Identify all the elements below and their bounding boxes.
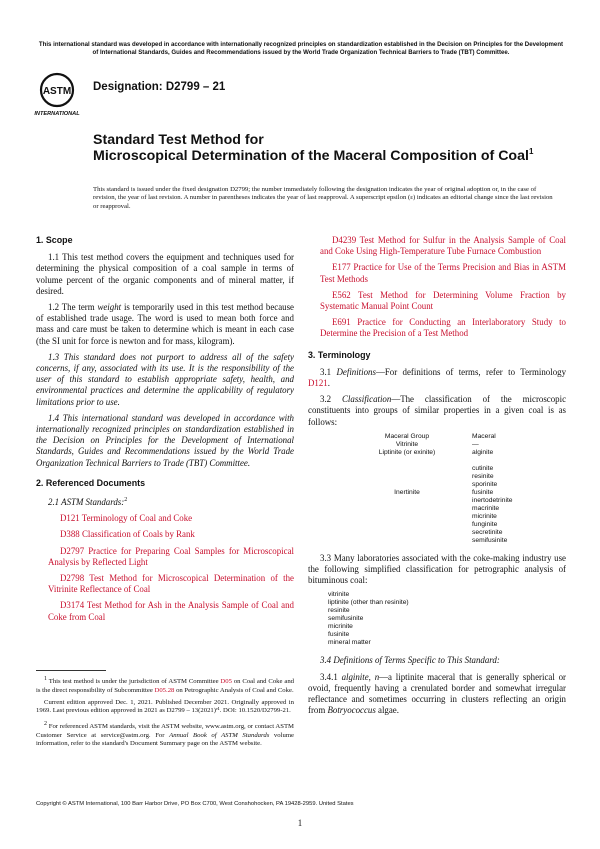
ref-title[interactable]: Test Method for Sulfur in the Analysis Sample of Coal and Coke Using High-Temperature Tube Furnace Combustion [320, 235, 566, 257]
ref-title[interactable]: Practice for Conducting an Interlaboratory Study to Determine the Precision of a Test Method [320, 317, 566, 339]
ref-code[interactable]: D388 [60, 529, 80, 540]
ref-item-d3174[interactable] [36, 600, 294, 622]
footnote-2: $^2$ For referenced ASTM standards, visit the ASTM website, www.astm.org, or contact ASTM Customer Service at service@astm.org. For Annual Book of ASTM Standards volume information, refer to the standard's Document Summary page on the ASTM website. [36, 720, 294, 747]
maceral-cell: micrinite [472, 512, 497, 520]
maceral-table-row [342, 521, 513, 529]
maceral-table-header: Maceral Group Maceral [384, 432, 496, 440]
list-item: mineral matter [328, 639, 371, 647]
page-title [93, 132, 553, 164]
ref-title[interactable]: Practice for Preparing Coal Samples for Microscopical Analysis by Reflected Light [48, 545, 294, 567]
maceral-cell: resinite [472, 472, 494, 480]
maceral-group-cell: Liptinite (or exinite) [378, 448, 436, 456]
term-para-4: 3.4 Definitions of Terms Specific to This Standard: [320, 655, 500, 666]
copyright: Copyright © ASTM International, 100 Barr Harbor Drive, PO Box C700, West Conshohocken, PA 19428-2959. United States [36, 801, 354, 807]
ref-title[interactable]: Test Method for Microscopical Determination of the Vitrinite Reflectance of Coal [48, 573, 294, 595]
list-item: vitrinite [328, 591, 350, 599]
ref-code[interactable]: D121 [60, 513, 80, 524]
terminology-heading: 3. Terminology [308, 349, 371, 360]
refs-subheading: 2.1 ASTM Standards:$^2$ [48, 497, 128, 508]
designation: Designation: D2799 – 21 [93, 81, 226, 93]
ref-item-e177[interactable] [308, 262, 566, 284]
svg-text:ASTM: ASTM [42, 86, 72, 97]
ref-title[interactable]: Practice for Use of the Terms Precision and Bias in ASTM Test Methods [320, 262, 566, 284]
left-column [36, 235, 294, 628]
ref-code[interactable]: E562 [332, 289, 351, 300]
ref-title[interactable]: Test Method for Ash in the Analysis Sample of Coal and Coke from Coal [48, 600, 294, 622]
maceral-table-row [342, 513, 513, 521]
term-para-2: 3.2 Classification—The classification of the microscopic constituents into groups of similar properties in a given coal is as follows: [308, 394, 567, 427]
maceral-table-row [342, 441, 513, 449]
maceral-group-cell [342, 481, 472, 489]
ref-item-e562[interactable] [308, 290, 566, 312]
ref-code[interactable]: D2798 [60, 573, 85, 584]
scope-para-3: 1.3 This standard does not purport to address all of the safety concerns, if any, associated with its use. It is the responsibility of the user of this standard to establish appropriate safety, health, and environmental practices and determine the applicability of regulatory limitations prior to use. [36, 351, 294, 407]
page-number: 1 [297, 818, 303, 828]
maceral-cell: inertodetrinite [472, 496, 513, 504]
ref-code[interactable]: D4239 [332, 235, 357, 245]
maceral-cell [472, 457, 513, 465]
list-item: resinite [328, 607, 350, 615]
title-line-1: Standard Test Method for [93, 132, 264, 148]
maceral-group-cell [342, 513, 472, 521]
ref-title[interactable]: Terminology of Coal and Coke [79, 513, 193, 524]
refs-heading: 2. Referenced Documents [36, 477, 146, 488]
maceral-table-row [342, 529, 513, 537]
ref-item-d2798[interactable] [36, 573, 294, 595]
list-item: fusinite [328, 631, 350, 639]
maceral-table-row [342, 465, 513, 473]
footnote-1: $^1$ This test method is under the jurisdiction of ASTM Committee D05 on Coal and Coke and is the direct responsibility of Subcommittee D05.28 on Petrographic Analysis of Coal and Coke. [36, 676, 295, 694]
list-item: micrinite [328, 623, 353, 631]
maceral-cell: sporinite [472, 480, 498, 488]
maceral-table [342, 433, 513, 545]
term-para-5: 3.4.1 alginite, n—a liptinite maceral that is generally spherical or ovoid, frequently having a crenulated border and somewhat irregular reflectance and sometimes occurring in clusters reflecting an origin from Botryococcus algae. [308, 671, 566, 716]
scope-para-4: 1.4 This international standard was developed in accordance with internationally recognized principles on standardization established in the Decision on Principles for the Development of International Standards, Guides and Recommendations issued by the World Trade Organization Technical Barriers to Trade (TBT) Committee. [36, 412, 294, 468]
maceral-cell: fusinite [472, 488, 494, 496]
ref-item-d388[interactable] [36, 529, 294, 540]
ref-item-d4239[interactable] [308, 235, 566, 257]
maceral-group-cell [342, 457, 472, 465]
d05-link[interactable]: D05 [220, 678, 232, 686]
maceral-group-cell [342, 497, 472, 505]
simplified-classification-list [328, 591, 566, 647]
astm-logo-icon [34, 73, 80, 117]
term-para-3: 3.3 Many laboratories associated with the coke-making industry use the following simplified classification for petrographic analysis of bituminous coal: [308, 552, 566, 586]
title-line-2: Microscopical Determination of the Maceral Composition of Coal$^1$ [93, 147, 534, 164]
maceral-group-cell [342, 473, 472, 481]
maceral-cell: — [472, 440, 479, 448]
maceral-table-row [342, 489, 513, 497]
issue-statement: This standard is issued under the fixed designation D2799; the number immediately following the designation indicates the year of original adoption or, in the case of revision, the year of last revision. A number in parentheses indicates the year of last reapproval. A superscript epsilon (ε) indicates an editorial change since the last revision or reapproval. [93, 186, 553, 210]
svg-text:INTERNATIONAL: INTERNATIONAL [34, 111, 80, 117]
ref-item-d2797[interactable] [36, 546, 294, 568]
maceral-group-cell [342, 529, 472, 537]
d121-link[interactable]: D121 [308, 378, 328, 389]
footnotes [36, 670, 294, 752]
maceral-table-row [342, 481, 513, 489]
list-item: semifusinite [328, 615, 364, 623]
right-column [308, 235, 566, 721]
maceral-group-cell [342, 465, 472, 473]
maceral-table-row [342, 497, 513, 505]
maceral-cell: funginite [472, 520, 498, 528]
maceral-cell: macrinite [472, 504, 500, 512]
maceral-group-cell [342, 505, 472, 513]
list-item: liptinite (other than resinite) [328, 599, 409, 607]
ref-title[interactable]: Classification of Coals by Rank [79, 529, 195, 540]
ref-code[interactable]: E691 [332, 317, 351, 328]
ref-code[interactable]: D2797 [60, 545, 85, 556]
ref-code[interactable]: D3174 [60, 600, 85, 611]
ref-title[interactable]: Test Method for Determining Volume Fraction by Systematic Manual Point Count [320, 289, 566, 312]
maceral-table-row [342, 505, 513, 513]
maceral-table-row [342, 449, 513, 457]
scope-heading: 1. Scope [36, 235, 73, 245]
term-para-1: 3.1 Definitions—For definitions of terms, refer to Terminology D121. [308, 366, 567, 389]
maceral-group-cell: Inertinite [394, 488, 420, 496]
maceral-table-row [342, 537, 513, 545]
maceral-table-row [342, 473, 513, 481]
maceral-cell: secretinite [472, 528, 503, 536]
maceral-cell: semifusinite [472, 536, 508, 544]
maceral-group-cell: Vitrinite [395, 440, 419, 448]
maceral-cell: alginite [472, 448, 494, 456]
maceral-cell: cutinite [472, 464, 494, 472]
ref-item-d121[interactable] [36, 513, 294, 524]
d0528-link[interactable]: D05.28 [154, 686, 175, 694]
tbt-notice: This international standard was developed in accordance with internationally recognized principles on standardization established in the Decision on Principles for the Development of International Standards, Guides and Recommendations issued by the World Trade Organization Technical Barriers to Trade (TBT) Committee. [38, 41, 564, 56]
footnote-edition: Current edition approved Dec. 1, 2021. Published December 2021. Originally approved in 1969. Last previous edition approved in 2021 as D2799 – 13(2021)ᵉ¹. DOI: 10.1520/D2799-21. [36, 699, 294, 715]
maceral-group-cell [342, 521, 472, 529]
ref-code[interactable]: E177 [332, 262, 351, 273]
footnote-rule [36, 670, 106, 671]
maceral-group-cell [342, 537, 472, 545]
scope-para-2: 1.2 The term weight is temporarily used in this test method because of established trade usage. The word is used to mean both force and mass and care must be taken to determine which is meant in each case (the SI unit for force is newton and for mass, kilogram). [36, 302, 294, 346]
ref-item-e691[interactable] [308, 317, 566, 339]
scope-para-1: 1.1 This test method covers the equipment and techniques used for determining the physical composition of a coal sample in terms of volume percent of the organic components and of mineral matter, if desired. [36, 252, 294, 296]
maceral-table-row [342, 457, 513, 465]
